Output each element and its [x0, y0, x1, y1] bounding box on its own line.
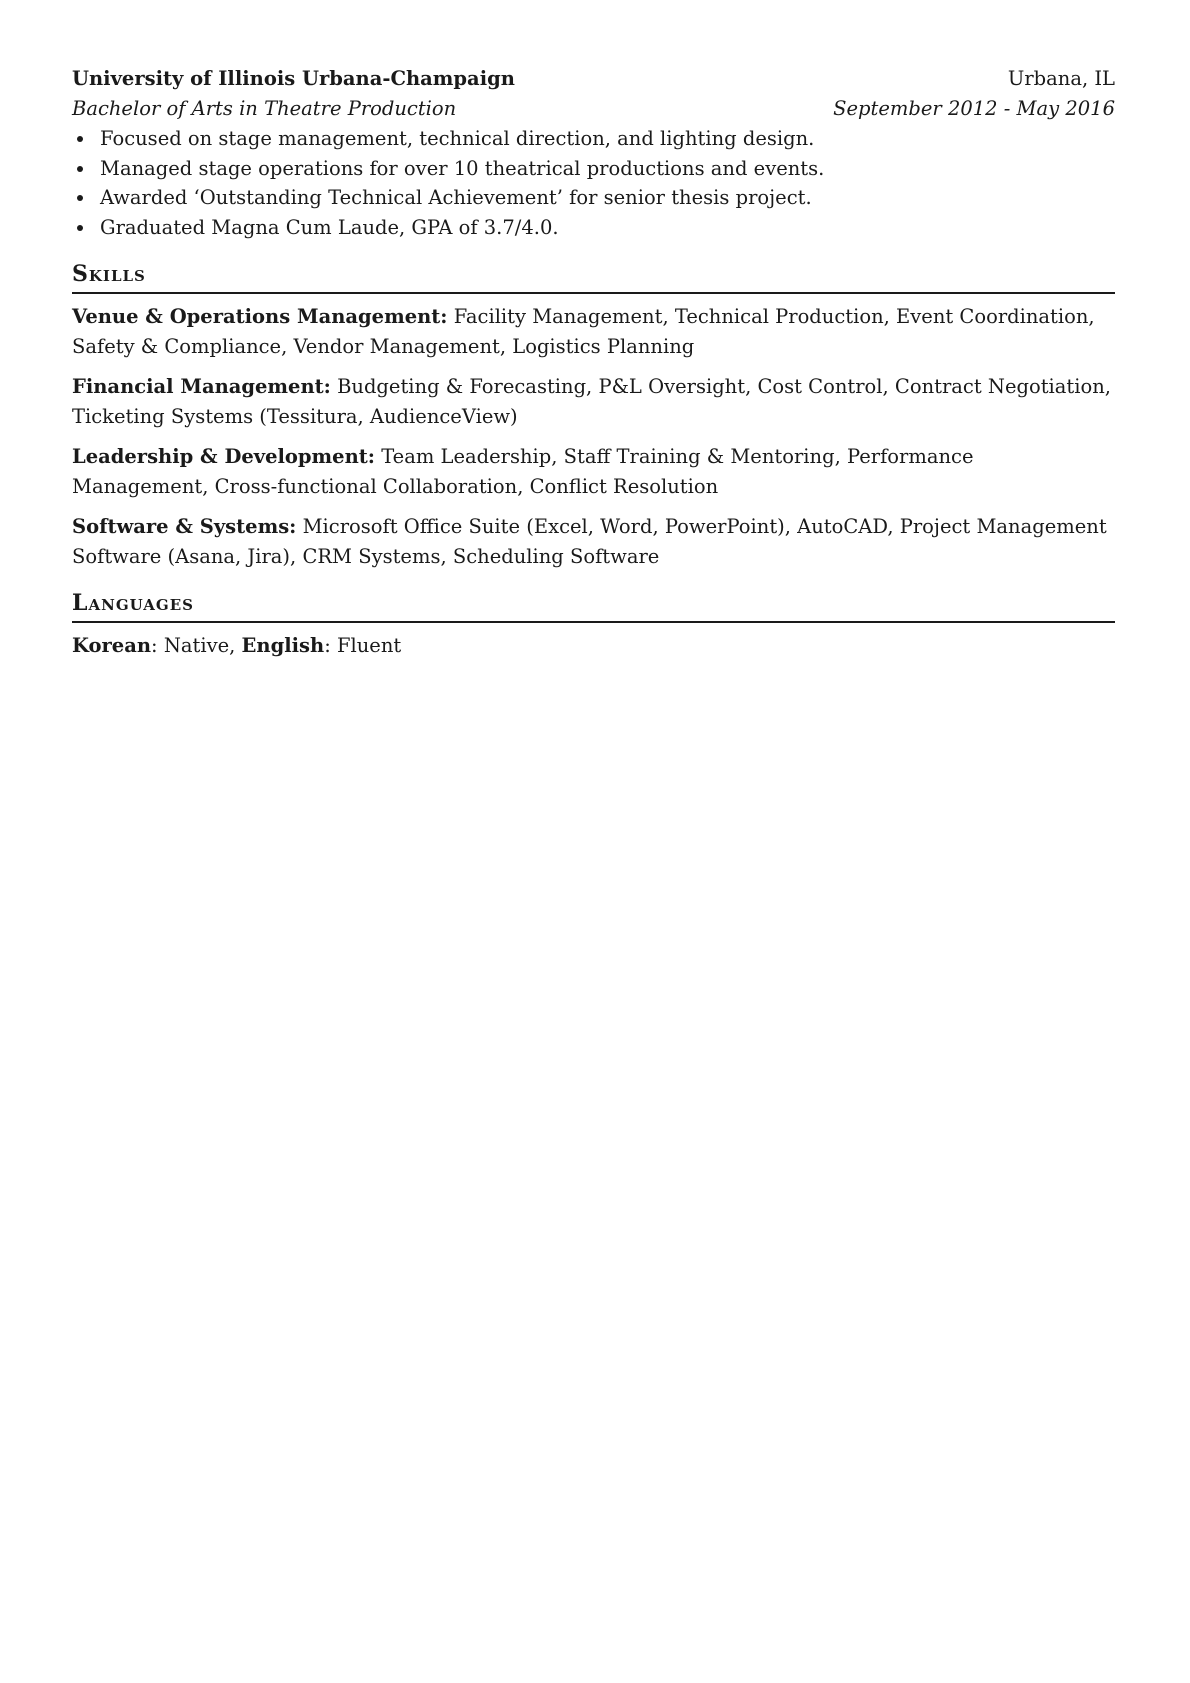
bullet-text: Managed stage operations for over 10 theatrical productions and events. [100, 156, 825, 180]
list-item [72, 154, 1115, 184]
education-dates: September 2012 - May 2016 [833, 97, 1115, 120]
skill-group-software [72, 512, 1115, 571]
degree-title: Bachelor of Arts in Theatre Production [72, 97, 457, 120]
skill-group-items: Team Leadership, Staff Training & Mentoring, Performance Management, Cross-functional Collaboration, Conflict Resolution [72, 445, 974, 498]
education-bullet-list [72, 124, 1115, 242]
languages-heading: Languages [72, 587, 1115, 623]
bullet-text: Focused on stage management, technical direction, and lighting design. [100, 127, 815, 150]
skill-group-label: Software & Systems: [72, 515, 297, 538]
school-location: Urbana, IL [1007, 67, 1115, 90]
languages-line: Korean: Native, English: Fluent [72, 634, 402, 657]
skill-group-label: Leadership & Development: [72, 445, 375, 468]
list-item [72, 124, 1115, 154]
bullet-icon [77, 195, 83, 201]
language-level: Native [163, 634, 230, 657]
skills-heading: Skills [72, 258, 1115, 294]
skill-group-items: Budgeting & Forecasting, P&L Oversight, Cost Control, Contract Negotiation, Ticketing Systems (Tessitura, AudienceView) [72, 375, 1111, 428]
list-item [72, 183, 1115, 213]
skill-group-venue-operations [72, 302, 1115, 361]
skill-group-leadership [72, 442, 1115, 501]
bullet-icon [77, 166, 83, 172]
skill-group-items: Facility Management, Technical Production, Event Coordination, Safety & Compliance, Vendor Management, Logistics Planning [72, 305, 1095, 358]
language-name: Korean [72, 634, 152, 657]
bullet-icon [77, 225, 83, 231]
skill-group-financial [72, 372, 1115, 431]
school-name: University of Illinois Urbana-Champaign [72, 67, 515, 90]
education-header-row [72, 64, 1115, 94]
skill-group-label: Venue & Operations Management: [72, 305, 448, 328]
skills-section [72, 258, 1115, 571]
resume-page [72, 64, 1115, 661]
skill-group-label: Financial Management: [72, 375, 331, 398]
education-subheader-row [72, 94, 1115, 124]
education-entry [72, 64, 1115, 242]
skill-group-items: Microsoft Office Suite (Excel, Word, PowerPoint), AutoCAD, Project Management Software (Asana, Jira), CRM Systems, Scheduling Software [72, 515, 1107, 568]
bullet-icon [77, 136, 83, 142]
bullet-text: Awarded ‘Outstanding Technical Achievement’ for senior thesis project. [100, 186, 812, 209]
languages-section [72, 587, 1115, 661]
language-level: Fluent [336, 634, 402, 657]
bullet-text: Graduated Magna Cum Laude, GPA of 3.7/4.0. [100, 215, 559, 239]
list-item [72, 213, 1115, 243]
language-name: English [241, 634, 325, 657]
